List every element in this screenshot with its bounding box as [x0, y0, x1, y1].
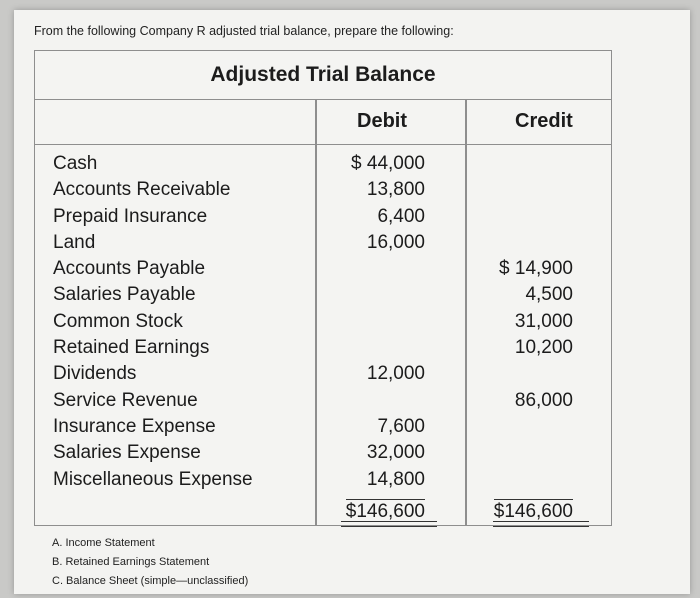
task-item: B. Retained Earnings Statement: [52, 556, 210, 568]
account-name: Miscellaneous Expense: [53, 468, 253, 490]
account-name: Accounts Receivable: [53, 179, 231, 201]
task-item: A. Income Statement: [52, 537, 155, 549]
debit-amount: 12,000: [366, 363, 425, 385]
debit-header: Debit: [357, 110, 407, 132]
account-name: Common Stock: [53, 310, 183, 332]
account-name: Land: [53, 231, 96, 253]
account-name: Cash: [53, 153, 98, 174]
credit-amount: 31,000: [514, 310, 573, 332]
credit-amount: 4,500: [525, 284, 573, 306]
credit-amount: 10,200: [514, 337, 573, 359]
account-name: Service Revenue: [53, 389, 198, 411]
debit-amount: 6,400: [377, 205, 425, 227]
account-name: Salaries Expense: [53, 442, 201, 464]
table-body: [35, 153, 611, 525]
debit-amount: $ 44,000: [351, 153, 425, 174]
table-row: [35, 153, 611, 179]
intro-text: From the following Company R adjusted trial balance, prepare the following:: [34, 24, 454, 38]
double-underline: [341, 521, 437, 527]
table-row: [35, 206, 611, 232]
debit-amount: 16,000: [366, 231, 425, 253]
debit-amount: 14,800: [366, 468, 425, 490]
task-item: C. Balance Sheet (simple—unclassified): [52, 575, 249, 587]
table-row: [35, 284, 611, 310]
credit-header: Credit: [515, 110, 573, 132]
double-underline: [493, 521, 589, 527]
trial-balance-table: [34, 50, 612, 526]
table-row: [35, 311, 611, 337]
table-row: [35, 469, 611, 495]
table-title: Adjusted Trial Balance: [35, 51, 611, 100]
credit-total: $146,600: [493, 500, 573, 522]
account-name: Retained Earnings: [53, 337, 210, 359]
table-row: [35, 232, 611, 258]
account-name: Dividends: [53, 363, 137, 385]
table-row: [35, 390, 611, 416]
table-row: [35, 363, 611, 389]
table-row: [35, 258, 611, 284]
table-row: [35, 337, 611, 363]
debit-amount: 13,800: [366, 179, 425, 201]
account-name: Accounts Payable: [53, 258, 206, 280]
table-row: [35, 416, 611, 442]
task-list: [52, 534, 248, 591]
document-page: [14, 10, 690, 594]
account-name: Salaries Payable: [53, 284, 196, 306]
debit-total: $146,600: [345, 500, 425, 522]
account-name: Prepaid Insurance: [53, 205, 208, 227]
table-header-row: [35, 100, 611, 145]
credit-amount: $ 14,900: [499, 258, 573, 280]
debit-amount: 7,600: [377, 415, 425, 437]
credit-amount: 86,000: [514, 389, 573, 411]
debit-amount: 32,000: [366, 442, 425, 464]
table-row: [35, 179, 611, 205]
table-row: [35, 442, 611, 468]
account-name: Insurance Expense: [53, 415, 216, 437]
